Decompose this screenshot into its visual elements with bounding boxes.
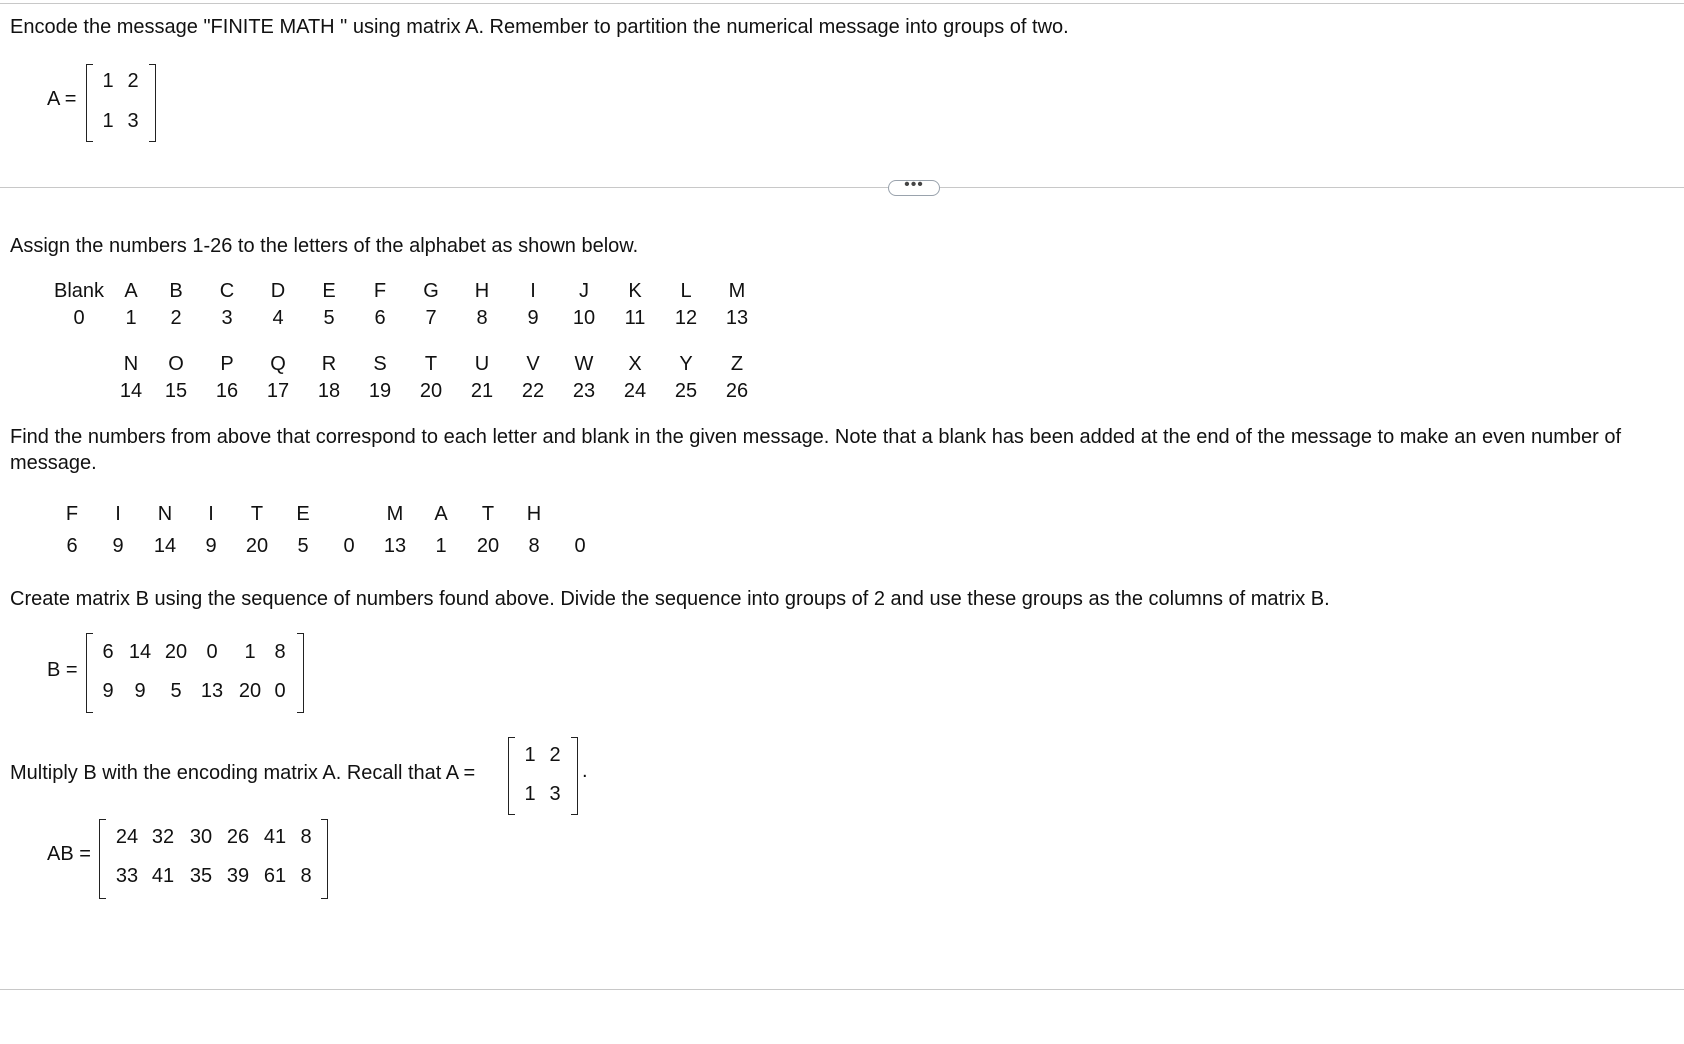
- alphabet-number: 0: [73, 307, 85, 329]
- message-number: 1: [435, 535, 447, 557]
- alphabet-number: 9: [527, 307, 539, 329]
- matrix-ab-cell: 35: [189, 865, 213, 887]
- message-number: 9: [205, 535, 217, 557]
- matrix-ab-cell: 41: [151, 865, 175, 887]
- alphabet-letter: C: [219, 280, 235, 302]
- matrix-b-cell: 20: [238, 680, 262, 702]
- question-prompt: Encode the message "FINITE MATH " using matrix A. Remember to partition the numerical message into groups of two.: [10, 16, 1069, 38]
- alphabet-number: 22: [521, 380, 545, 402]
- alphabet-number: 11: [624, 307, 646, 329]
- matrix-b-cell: 1: [244, 641, 256, 663]
- alphabet-letter: G: [423, 280, 439, 302]
- matrix-b-label: B =: [47, 659, 78, 681]
- alphabet-number: 17: [266, 380, 290, 402]
- alphabet-number: 2: [170, 307, 182, 329]
- alphabet-number: 23: [572, 380, 596, 402]
- recall-matrix-a-cell: 3: [549, 783, 561, 805]
- alphabet-number: 16: [215, 380, 239, 402]
- find-text-line1: Find the numbers from above that correspond to each letter and blank in the given message. Note that a blank has been added at the end of the message to make an even number of: [10, 426, 1622, 448]
- alphabet-letter: D: [270, 280, 286, 302]
- alphabet-number: 1: [125, 307, 137, 329]
- matrix-ab-cell: 24: [115, 826, 139, 848]
- recall-matrix-a-cell: 2: [549, 744, 561, 766]
- alphabet-number: 24: [623, 380, 647, 402]
- show-more-button[interactable]: •••: [888, 180, 940, 196]
- matrix-a-cell: 3: [127, 110, 139, 132]
- message-letter: I: [115, 503, 121, 525]
- message-number: 20: [476, 535, 500, 557]
- alphabet-number: 4: [272, 307, 284, 329]
- message-number: 0: [574, 535, 586, 557]
- alphabet-number: 25: [674, 380, 698, 402]
- alphabet-letter: M: [728, 280, 746, 302]
- alphabet-letter: X: [628, 353, 642, 375]
- matrix-ab-cell: 33: [115, 865, 139, 887]
- alphabet-letter: L: [680, 280, 692, 302]
- alphabet-letter: I: [530, 280, 536, 302]
- matrix-a-label: A =: [47, 88, 77, 110]
- alphabet-number: 21: [470, 380, 494, 402]
- alphabet-letter: Z: [730, 353, 744, 375]
- alphabet-letter: B: [169, 280, 183, 302]
- alphabet-letter: R: [321, 353, 337, 375]
- message-number: 13: [383, 535, 407, 557]
- alphabet-number: 26: [725, 380, 749, 402]
- message-letter: A: [434, 503, 448, 525]
- message-letter: I: [208, 503, 214, 525]
- alphabet-number: 7: [425, 307, 437, 329]
- matrix-b-cell: 20: [164, 641, 188, 663]
- alphabet-number: 3: [221, 307, 233, 329]
- alphabet-letter: K: [628, 280, 642, 302]
- alphabet-letter: Q: [270, 353, 286, 375]
- message-number: 0: [343, 535, 355, 557]
- matrix-b-cell: 13: [200, 680, 224, 702]
- message-letter: N: [157, 503, 173, 525]
- alphabet-letter: E: [322, 280, 336, 302]
- message-number: 9: [112, 535, 124, 557]
- message-letter: M: [386, 503, 404, 525]
- alphabet-number: 6: [374, 307, 386, 329]
- create-b-text: Create matrix B using the sequence of numbers found above. Divide the sequence into groups of 2 and use these groups as the columns of matrix B.: [10, 588, 1330, 610]
- alphabet-letter: H: [474, 280, 490, 302]
- alphabet-letter: V: [526, 353, 540, 375]
- matrix-ab-label: AB =: [47, 843, 91, 865]
- alphabet-letter: W: [574, 353, 594, 375]
- matrix-ab-cell: 61: [263, 865, 287, 887]
- message-number: 5: [297, 535, 309, 557]
- matrix-b-cell: 0: [274, 680, 286, 702]
- top-divider: [0, 3, 1684, 4]
- matrix-a-cell: 1: [102, 70, 114, 92]
- alphabet-letter: P: [220, 353, 234, 375]
- assign-text: Assign the numbers 1-26 to the letters of the alphabet as shown below.: [10, 235, 639, 257]
- alphabet-letter: Blank: [53, 280, 105, 302]
- matrix-b-cell: 9: [102, 680, 114, 702]
- matrix-b-cell: 8: [274, 641, 286, 663]
- alphabet-number: 5: [323, 307, 335, 329]
- bottom-divider: [0, 989, 1684, 990]
- section-divider: [0, 187, 1684, 188]
- matrix-ab-cell: 32: [151, 826, 175, 848]
- alphabet-number: 13: [725, 307, 749, 329]
- alphabet-number: 19: [368, 380, 392, 402]
- matrix-ab-cell: 30: [189, 826, 213, 848]
- multiply-period: .: [582, 760, 588, 782]
- message-number: 14: [153, 535, 177, 557]
- alphabet-letter: T: [424, 353, 438, 375]
- matrix-ab-cell: 8: [300, 865, 312, 887]
- alphabet-number: 10: [572, 307, 596, 329]
- matrix-ab-cell: 8: [300, 826, 312, 848]
- matrix-b-cell: 9: [134, 680, 146, 702]
- alphabet-letter: N: [123, 353, 139, 375]
- message-number: 8: [528, 535, 540, 557]
- alphabet-number: 15: [164, 380, 188, 402]
- message-letter: T: [481, 503, 495, 525]
- alphabet-letter: A: [124, 280, 138, 302]
- alphabet-letter: O: [168, 353, 184, 375]
- matrix-ab-cell: 39: [226, 865, 250, 887]
- matrix-b-cell: 14: [128, 641, 152, 663]
- message-letter: H: [526, 503, 542, 525]
- multiply-text: Multiply B with the encoding matrix A. Recall that A =: [10, 762, 476, 784]
- alphabet-number: 8: [476, 307, 488, 329]
- matrix-ab-left-bracket: [99, 819, 106, 899]
- alphabet-letter: Y: [679, 353, 693, 375]
- matrix-b-cell: 5: [170, 680, 182, 702]
- matrix-a-cell: 2: [127, 70, 139, 92]
- alphabet-letter: J: [579, 280, 589, 302]
- alphabet-letter: U: [474, 353, 490, 375]
- message-number: 6: [66, 535, 78, 557]
- matrix-b-cell: 0: [206, 641, 218, 663]
- message-letter: F: [65, 503, 79, 525]
- matrix-a-cell: 1: [102, 110, 114, 132]
- message-number: 20: [245, 535, 269, 557]
- message-letter: E: [296, 503, 310, 525]
- alphabet-letter: S: [373, 353, 387, 375]
- recall-matrix-a-cell: 1: [524, 744, 536, 766]
- message-letter: T: [250, 503, 264, 525]
- alphabet-number: 20: [419, 380, 443, 402]
- matrix-ab-cell: 26: [226, 826, 250, 848]
- recall-matrix-a-cell: 1: [524, 783, 536, 805]
- matrix-b-cell: 6: [102, 641, 114, 663]
- alphabet-number: 14: [119, 380, 143, 402]
- matrix-ab-cell: 41: [263, 826, 287, 848]
- alphabet-letter: F: [373, 280, 387, 302]
- alphabet-number: 18: [317, 380, 341, 402]
- alphabet-number: 12: [674, 307, 698, 329]
- find-text-line2: message.: [10, 452, 97, 474]
